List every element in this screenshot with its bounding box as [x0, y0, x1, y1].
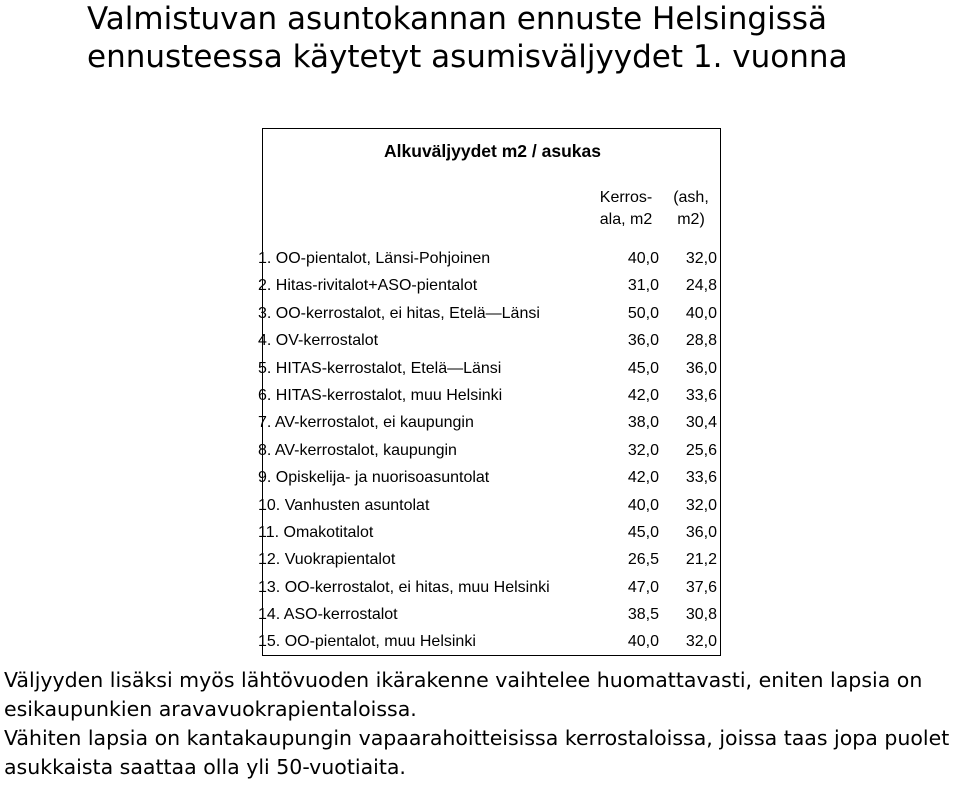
row-ash-value: 36,0: [685, 523, 717, 541]
column-header-kerrosala: [586, 187, 666, 231]
row-kerrosala-value: 32,0: [627, 441, 659, 459]
row-ash-value: 32,0: [685, 496, 717, 514]
row-ash-value: 30,8: [685, 606, 717, 624]
row-kerrosala-value: 40,0: [627, 496, 659, 514]
row-label: 6. HITAS-kerrostalot, muu Helsinki: [258, 386, 503, 404]
row-label: 10. Vanhusten asuntolat: [258, 496, 430, 514]
row-kerrosala-value: 38,0: [627, 414, 659, 432]
row-ash-value: 40,0: [685, 304, 717, 322]
row-kerrosala-value: 26,5: [627, 551, 659, 569]
row-ash-value: 28,8: [685, 332, 717, 350]
column-header-kerrosala-line-1: Kerros-: [599, 189, 653, 206]
row-label: 11. Omakotitalot: [258, 523, 374, 541]
footer-paragraph-1: Väljyyden lisäksi myös lähtövuoden ikärakenne vaihtelee huomattavasti, eniten lapsia on esikaupunkien aravavuokrapientaloissa.: [4, 668, 923, 721]
table-row: [258, 245, 722, 272]
row-ash-value: 32,0: [685, 250, 717, 267]
table-row: [258, 574, 722, 601]
column-header-kerrosala-line-2: ala, m2: [599, 211, 653, 228]
row-kerrosala-value: 42,0: [627, 469, 659, 487]
row-kerrosala-value: 38,5: [627, 606, 659, 624]
table-row: [258, 628, 722, 655]
row-label: 13. OO-kerrostalot, ei hitas, muu Helsinki: [258, 578, 550, 596]
row-kerrosala-value: 42,0: [627, 386, 659, 404]
table-row: [258, 464, 722, 491]
row-ash-value: 37,6: [685, 578, 717, 596]
table-row: [258, 519, 722, 546]
row-label: 15. OO-pientalot, muu Helsinki: [258, 633, 476, 651]
row-label: 2. Hitas-rivitalot+ASO-pientalot: [258, 277, 478, 295]
row-kerrosala-value: 36,0: [627, 332, 659, 350]
column-header-ash-line-1: (ash,: [673, 189, 709, 206]
table-row: [258, 327, 722, 354]
column-header-ash-line-2: m2): [677, 211, 705, 228]
row-kerrosala-value: 40,0: [627, 250, 659, 267]
row-ash-value: 25,6: [685, 441, 717, 459]
footer-text: [4, 666, 959, 782]
row-label: 12. Vuokrapientalot: [258, 551, 396, 569]
table-row: [258, 382, 722, 409]
row-kerrosala-value: 45,0: [627, 359, 659, 377]
column-header-ash: [661, 187, 721, 231]
row-ash-value: 21,2: [685, 551, 717, 569]
table-row: [258, 437, 722, 464]
row-label: 5. HITAS-kerrostalot, Etelä—Länsi: [258, 359, 502, 377]
row-ash-value: 24,8: [685, 277, 717, 295]
row-label: 1. OO-pientalot, Länsi-Pohjoinen: [258, 250, 491, 267]
table-row: [258, 355, 722, 382]
footer-paragraph-2: Vähiten lapsia on kantakaupungin vapaarahoitteisissa kerrostaloissa, joissa taas jopa puolet asukkaista saattaa olla yli 50-vuotiaita.: [4, 726, 950, 779]
table-row: [258, 546, 722, 573]
row-ash-value: 32,0: [685, 633, 717, 651]
row-label: 3. OO-kerrostalot, ei hitas, Etelä—Länsi: [258, 304, 540, 322]
table-row: [258, 300, 722, 327]
slide-title-line-1: Valmistuvan asuntokannan ennuste Helsingissä: [87, 1, 828, 37]
row-ash-value: 30,4: [685, 414, 717, 432]
slide-title-line-2: ennusteessa käytetyt asumisväljyydet 1. vuonna: [87, 39, 848, 75]
row-label: 7. AV-kerrostalot, ei kaupungin: [258, 414, 474, 432]
table-body: [258, 245, 722, 656]
row-label: 9. Opiskelija- ja nuorisoasuntolat: [258, 469, 490, 487]
row-ash-value: 36,0: [685, 359, 717, 377]
row-kerrosala-value: 40,0: [627, 633, 659, 651]
data-table: [258, 128, 721, 656]
table-row: [258, 272, 722, 299]
row-ash-value: 33,6: [685, 469, 717, 487]
table-row: [258, 492, 722, 519]
row-label: 14. ASO-kerrostalot: [258, 606, 398, 624]
row-label: 4. OV-kerrostalot: [258, 332, 379, 350]
slide-title: [87, 0, 947, 76]
row-kerrosala-value: 31,0: [627, 277, 659, 295]
table-title: Alkuväljyydet m2 / asukas: [384, 141, 601, 161]
table-row: [258, 601, 722, 628]
row-label: 8. AV-kerrostalot, kaupungin: [258, 441, 457, 459]
row-kerrosala-value: 47,0: [627, 578, 659, 596]
row-kerrosala-value: 50,0: [627, 304, 659, 322]
row-kerrosala-value: 45,0: [627, 523, 659, 541]
table-row: [258, 409, 722, 436]
row-ash-value: 33,6: [685, 386, 717, 404]
